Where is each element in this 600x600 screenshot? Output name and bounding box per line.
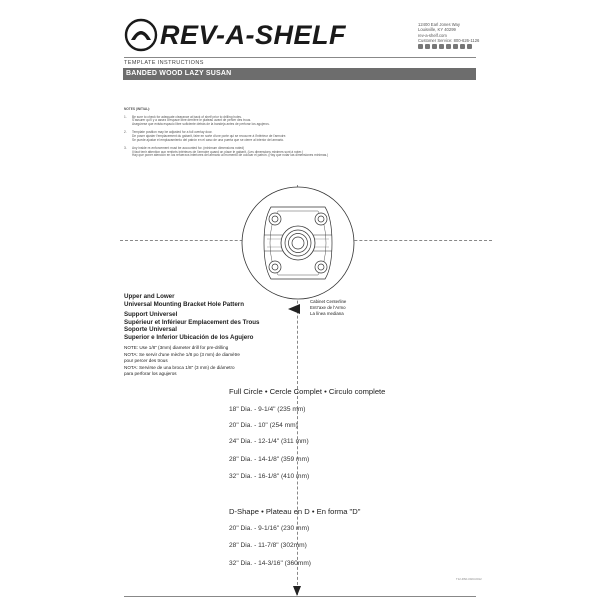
full-circle-title: Full Circle • Cercle Complet • Circulo complete [229,387,386,396]
size-option: 18" Dia. - 9-1/4" (235 mm) [229,406,306,413]
pinterest-icon[interactable] [453,44,458,49]
instagram-icon[interactable] [425,44,430,49]
note-number: 1. [124,114,127,119]
bracket-label-fr: Supérieur et Inférieur Emplacement des Trous [124,318,260,326]
linkedin-icon[interactable] [432,44,437,49]
note-item [124,147,464,158]
size-option: 32" Dia. - 16-1/8" (410 mm) [229,473,310,480]
note-line: Template position may be adjusted for a full overlay door. [132,130,213,135]
note-line: Any inside re-enforcement must be accounted for. (minimum dimensions noted) [132,146,245,151]
customer-service-phone: Customer Service: 800-626-1126 [418,37,480,43]
company-address [418,22,508,43]
note-number: 3. [124,146,127,151]
drill-note-fr: NOTA: Se servir d'une mèche 1/8 po (3 mm) de diamètre [124,352,240,358]
houzz-icon[interactable] [460,44,465,49]
address-line: Louisville, KY 40299 [418,27,456,33]
website-link[interactable]: rev-a-shelf.com [418,32,447,38]
drill-note-es: para perforar los agujeros [124,370,177,376]
bracket-label-es: Soporte Universal [124,326,177,334]
note-line: Il faut tenir attention aux renforts intérieurs de l'armoire quand on place le gabarit. (Les dimensions minimes sont à noter.) [132,149,304,154]
size-option: 28" Dia. - 14-1/8" (359 mm) [229,456,310,463]
size-option: 24" Dia. - 12-1/4" (311 mm) [229,438,309,445]
facebook-icon[interactable] [418,44,423,49]
document-number: T12-RSF-0023-0012 [456,577,482,581]
cabinet-label-fr: Entr'axe de l'Armo [310,305,346,311]
bracket-label-en: Upper and Lower [124,293,175,300]
bracket-label-es: Superior e Inferior Ubicación de los Agujero [124,333,254,341]
bracket-labels [124,293,274,377]
linkedin2-icon[interactable] [467,44,472,49]
notes-section [124,108,464,163]
note-line: Se puede ajustar el emplazamiento del patrón en el caso de una puerta que se cierre al interior del armario. [132,137,285,142]
arrow-right-icon [286,299,306,319]
note-line: Hay que poner atención en los refuerzos interiores del armario al momento de colocar el patrón. (Hay que notar las dimensiones mínimas.) [132,153,329,158]
cabinet-label-en: Cabinet Centerline [310,299,347,304]
mounting-bracket-diagram [238,183,358,303]
size-option: 20" Dia. - 10" (254 mm) [229,422,298,429]
brand-name: REV-A-SHELF [160,20,346,50]
page-title: BANDED WOOD LAZY SUSAN [126,70,232,77]
notes-title: NOTES (INITIAL): [124,107,151,111]
size-option: 20" Dia. - 9-1/16" (230 mm) [229,525,310,532]
size-option: 28" Dia. - 11-7/8" (302mm) [229,542,307,549]
bracket-label-fr: Support Universel [124,311,178,319]
drill-note-es: NOTA: Servirse de una broca 1/8" (3 mm) de diámetro [124,365,235,371]
note-line: S'assurer qu'il y a assez d'espace libre derrière le plateau avant de percer des trous. [132,118,252,123]
note-item [124,116,464,127]
note-line: Asegúrese que exista espacio libre suficiente detrás de la bandeja antes de perforar los agujeros. [132,121,270,126]
cabinet-centerline-labels [310,299,346,318]
note-line: De poser ajuster l'emplacement du gabarit, faire en sorte d'une porte qui se recouvre à l'intérieur de l'armoire. [132,133,287,138]
social-icons [418,44,472,49]
note-line: Be sure to check for adequate clearance at back of shelf prior to drilling holes. [132,114,242,119]
d-shape-title: D-Shape • Plateau en D • En forma "D" [229,507,361,516]
template-label: TEMPLATE INSTRUCTIONS [124,60,204,66]
address-line: 12400 Earl Jones Way [418,22,460,27]
drill-note-fr: pour percer des trous [124,357,168,363]
note-number: 2. [124,130,127,135]
arrow-down-icon [290,584,304,598]
cabinet-label-es: La línea mediana [310,311,344,317]
youtube-icon[interactable] [439,44,444,49]
size-option: 32" Dia. - 14-3/16" (360mm) [229,560,312,567]
bracket-label-en: Universal Mounting Bracket Hole Pattern [124,300,244,308]
drill-note-en: NOTE: Use 1/8" (3mm) diameter drill for pre-drilling [124,344,229,350]
header-divider [124,57,476,58]
twitter-icon[interactable] [446,44,451,49]
note-item [124,131,464,142]
